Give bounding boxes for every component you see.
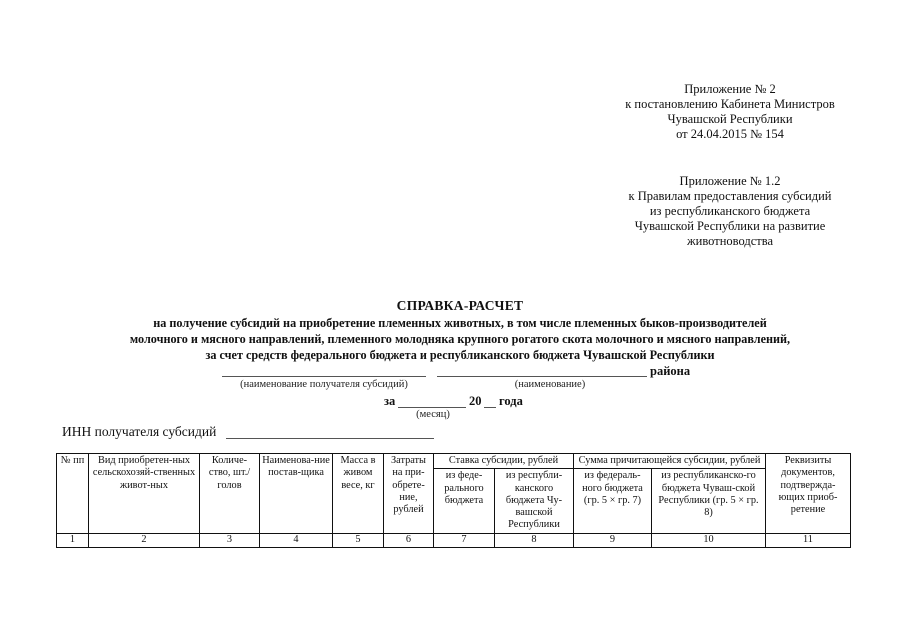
inn-label: ИНН получателя субсидий — [62, 424, 217, 439]
header-cell-animal-type: Вид приобретен-ных сельскохозяй-ственных живот-ных — [89, 454, 200, 534]
column-number: 3 — [200, 533, 260, 547]
header-cell-costs: Затраты на при-обрете-ние, рублей — [384, 454, 434, 534]
header-cell-sum-federal: из федераль-ного бюджета (гр. 5 × гр. 7) — [574, 469, 652, 533]
column-number: 9 — [574, 533, 652, 547]
appendix-1-line: к постановлению Кабинета Министров — [625, 97, 835, 111]
appendix-header-2 — [560, 174, 900, 249]
appendix-2-line: из республиканского бюджета — [649, 204, 811, 218]
calculation-table — [56, 453, 851, 548]
column-number: 5 — [333, 533, 384, 547]
year-blank[interactable] — [484, 407, 496, 408]
header-cell-sum-group: Сумма причитающейся субсидии, рублей — [574, 454, 766, 469]
header-cell-rate-group: Ставка субсидии, рублей — [434, 454, 574, 469]
year-prefix: 20 — [469, 394, 482, 408]
header-cell-sum-republic: из республиканско-го бюджета Чуваш-ской Республики (гр. 5 × гр. 8) — [652, 469, 766, 533]
header-cell-supplier: Наименова-ние постав-щика — [260, 454, 333, 534]
appendix-1-line: Приложение № 2 — [684, 82, 776, 96]
column-number: 10 — [652, 533, 766, 547]
document-title-block — [60, 297, 860, 363]
table-header-row — [57, 454, 851, 469]
name-caption: (наименование) — [514, 379, 586, 390]
document-subtitle-line: за счет средств федерального бюджета и республиканского бюджета Чувашской Республики — [205, 348, 715, 362]
column-number: 6 — [384, 533, 434, 547]
recipient-name-blank[interactable] — [222, 376, 426, 377]
month-caption: (месяц) — [416, 409, 450, 420]
recipient-caption: (наименование получателя субсидий) — [240, 379, 408, 390]
inn-blank[interactable] — [226, 438, 434, 439]
appendix-2-line: Приложение № 1.2 — [679, 174, 781, 188]
document-subtitle-line: молочного и мясного направлений, племенного молодняка крупного рогатого скота молочного и мясного направлений, — [129, 332, 791, 346]
appendix-2-line: животноводства — [687, 234, 773, 248]
header-cell-number: № пп — [57, 454, 89, 534]
column-number: 4 — [260, 533, 333, 547]
column-number: 8 — [495, 533, 574, 547]
appendix-1-date: от 24.04.2015 № 154 — [676, 127, 784, 141]
header-cell-quantity: Количе-ство, шт./голов — [200, 454, 260, 534]
column-number-row — [57, 533, 851, 547]
header-cell-rate-federal: из феде-рального бюджета — [434, 469, 495, 533]
header-cell-documents: Реквизиты документов, подтвержда-ющих приоб-ретение — [766, 454, 851, 534]
header-cell-weight: Масса в живом весе, кг — [333, 454, 384, 534]
appendix-2-line: Чувашской Республики на развитие — [634, 219, 826, 233]
month-blank[interactable] — [398, 407, 466, 408]
appendix-2-line: к Правилам предоставления субсидий — [628, 189, 832, 203]
appendix-1-line: Чувашской Республики — [667, 112, 793, 126]
year-suffix: года — [499, 394, 523, 408]
header-cell-rate-republic: из республи-канского бюджета Чу-вашской Республики — [495, 469, 574, 533]
district-label: района — [650, 364, 691, 378]
column-number: 11 — [766, 533, 851, 547]
column-number: 2 — [89, 533, 200, 547]
district-name-blank[interactable] — [437, 376, 647, 377]
document-subtitle-line: на получение субсидий на приобретение племенных животных, в том числе племенных быков-производителей — [153, 316, 767, 330]
column-number: 1 — [57, 533, 89, 547]
document-title: СПРАВКА-РАСЧЕТ — [396, 298, 524, 313]
appendix-header-1 — [560, 82, 900, 142]
period-prefix: за — [384, 394, 396, 408]
column-number: 7 — [434, 533, 495, 547]
